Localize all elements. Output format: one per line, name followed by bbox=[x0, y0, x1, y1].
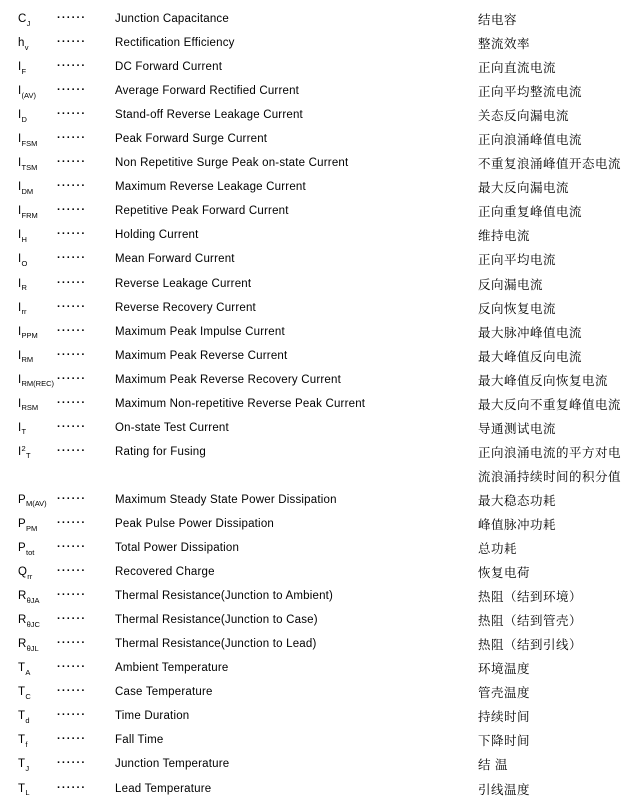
symbol bbox=[18, 373, 54, 389]
symbol bbox=[18, 493, 47, 509]
dots-leader: ······ bbox=[57, 685, 87, 698]
dots-leader: ······ bbox=[57, 492, 87, 505]
english-term: Rectification Efficiency bbox=[115, 37, 235, 50]
chinese-term: 最大峰值反向恢复电流 bbox=[478, 373, 609, 388]
symbol-base: P bbox=[18, 493, 26, 506]
symbol-subscript: H bbox=[21, 234, 27, 244]
glossary-row bbox=[0, 31, 637, 55]
symbol-base: I bbox=[18, 397, 22, 410]
chinese-term: 正向平均整流电流 bbox=[478, 85, 583, 100]
symbol-base: I bbox=[18, 325, 22, 338]
english-term: Repetitive Peak Forward Current bbox=[115, 205, 289, 218]
glossary-row bbox=[0, 777, 637, 801]
symbol bbox=[18, 542, 35, 557]
dots-leader: ······ bbox=[57, 733, 87, 746]
symbol-base: I bbox=[18, 109, 22, 122]
symbol bbox=[18, 229, 27, 244]
symbol bbox=[18, 686, 31, 701]
symbol-subscript: PPM bbox=[21, 331, 38, 341]
symbol-base: I bbox=[18, 421, 22, 434]
symbol bbox=[18, 61, 27, 76]
symbol-subscript: R bbox=[21, 283, 27, 293]
english-term: Reverse Recovery Current bbox=[115, 301, 256, 314]
symbol-subscript: J bbox=[25, 763, 30, 773]
dots-leader: ······ bbox=[57, 781, 87, 794]
symbol-base: P bbox=[18, 518, 26, 530]
glossary-row bbox=[0, 272, 637, 296]
english-term: Thermal Resistance(Junction to Case) bbox=[115, 614, 318, 627]
glossary-row bbox=[0, 416, 637, 440]
english-term: Maximum Peak Reverse Recovery Current bbox=[115, 373, 341, 386]
symbol-base: T bbox=[18, 758, 26, 771]
symbol-base: I bbox=[18, 277, 22, 290]
symbol-base: h bbox=[18, 37, 25, 50]
chinese-term: 总功耗 bbox=[478, 542, 518, 557]
symbol-subscript: J bbox=[26, 18, 31, 28]
symbol-base: I bbox=[18, 133, 22, 146]
dots-leader: ······ bbox=[57, 300, 87, 313]
chinese-term: 正向重复峰值电流 bbox=[478, 205, 583, 220]
chinese-term: 最大稳态功耗 bbox=[478, 493, 557, 508]
symbol-subscript: rr bbox=[27, 571, 33, 581]
chinese-term: 最大脉冲峰值电流 bbox=[478, 325, 583, 340]
dots-leader: ······ bbox=[57, 589, 87, 602]
dots-leader: ······ bbox=[57, 757, 87, 770]
symbol-subscript: rr bbox=[21, 307, 27, 317]
symbol-base: I bbox=[18, 229, 22, 242]
english-term: Total Power Dissipation bbox=[115, 542, 240, 555]
symbol bbox=[18, 662, 31, 677]
glossary-row bbox=[0, 752, 637, 776]
dots-leader: ······ bbox=[57, 637, 87, 650]
english-term: Ambient Temperature bbox=[115, 662, 229, 675]
dots-leader: ······ bbox=[57, 661, 87, 674]
chinese-term: 维持电流 bbox=[478, 229, 531, 244]
english-term: Peak Forward Surge Current bbox=[115, 133, 268, 146]
dots-leader: ······ bbox=[57, 517, 87, 529]
chinese-term: 不重复浪涌峰值开态电流 bbox=[478, 157, 622, 172]
symbol bbox=[18, 85, 36, 100]
english-term: Recovered Charge bbox=[115, 566, 215, 579]
english-term: Stand-off Reverse Leakage Current bbox=[115, 109, 303, 122]
symbol-subscript: f bbox=[25, 739, 28, 749]
glossary-row bbox=[0, 199, 637, 223]
glossary-row bbox=[0, 79, 637, 103]
symbol bbox=[18, 253, 28, 268]
chinese-term: 反向漏电流 bbox=[478, 277, 544, 292]
symbol-subscript: RM(REC) bbox=[21, 379, 54, 389]
symbol-base: I bbox=[18, 205, 22, 218]
glossary-row bbox=[0, 127, 637, 151]
english-term: Case Temperature bbox=[115, 686, 213, 699]
chinese-term: 热阻（结到引线） bbox=[478, 638, 583, 653]
symbol bbox=[18, 782, 30, 798]
english-term: Maximum Reverse Leakage Current bbox=[115, 181, 306, 194]
english-term: Maximum Non-repetitive Reverse Peak Current bbox=[115, 397, 366, 410]
english-term: Peak Pulse Power Dissipation bbox=[115, 518, 275, 530]
glossary-row bbox=[0, 247, 637, 271]
chinese-term: 结电容 bbox=[478, 13, 518, 28]
dots-leader: ······ bbox=[57, 252, 87, 265]
symbol-subscript: θJL bbox=[26, 643, 39, 653]
dots-leader: ······ bbox=[57, 36, 87, 49]
glossary-row bbox=[0, 632, 637, 656]
glossary-row bbox=[0, 392, 637, 416]
chinese-term: 热阻（结到环境） bbox=[478, 590, 583, 605]
symbol bbox=[18, 638, 39, 653]
english-term: Rating for Fusing bbox=[115, 445, 206, 458]
symbol bbox=[18, 397, 39, 413]
symbol-subscript: O bbox=[21, 258, 28, 268]
symbol bbox=[18, 37, 29, 52]
chinese-term: 环境温度 bbox=[478, 662, 531, 677]
glossary-row bbox=[0, 464, 637, 488]
symbol-subscript: PM bbox=[25, 523, 38, 533]
glossary-row bbox=[0, 296, 637, 320]
dots-leader: ······ bbox=[57, 565, 87, 578]
symbol-base: Q bbox=[18, 566, 28, 579]
english-term: Maximum Peak Impulse Current bbox=[115, 325, 285, 338]
chinese-term: 正向直流电流 bbox=[478, 61, 557, 76]
symbol bbox=[18, 443, 31, 461]
symbol bbox=[18, 181, 34, 196]
chinese-term: 结 温 bbox=[478, 758, 508, 773]
symbol-base: T bbox=[18, 686, 26, 699]
chinese-term: 下降时间 bbox=[478, 734, 531, 749]
glossary-row bbox=[0, 368, 637, 392]
chinese-term: 引线温度 bbox=[478, 782, 531, 797]
english-term: Time Duration bbox=[115, 710, 190, 723]
glossary-row bbox=[0, 488, 637, 512]
english-term: Junction Capacitance bbox=[115, 13, 229, 26]
symbol-base: I bbox=[18, 349, 22, 362]
glossary-row bbox=[0, 728, 637, 752]
glossary-row bbox=[0, 175, 637, 199]
chinese-term: 正向浪涌电流的平方对电 bbox=[478, 445, 622, 460]
english-term: Average Forward Rectified Current bbox=[115, 85, 300, 98]
english-term: Thermal Resistance(Junction to Ambient) bbox=[115, 590, 334, 603]
dots-leader: ······ bbox=[57, 228, 87, 241]
glossary-row bbox=[0, 704, 637, 728]
symbol-subscript: D bbox=[21, 114, 27, 124]
symbol-subscript: RSM bbox=[21, 403, 39, 413]
symbol-base: I bbox=[18, 157, 22, 170]
chinese-term: 反向恢复电流 bbox=[478, 301, 557, 316]
symbol bbox=[18, 758, 30, 773]
dots-leader: ······ bbox=[57, 84, 87, 97]
english-term: On-state Test Current bbox=[115, 421, 229, 434]
dots-leader: ······ bbox=[57, 613, 87, 626]
dots-leader: ······ bbox=[57, 180, 87, 193]
dots-leader: ······ bbox=[57, 709, 87, 722]
chinese-term: 管壳温度 bbox=[478, 686, 531, 701]
chinese-term: 流浪涌持续时间的积分值 bbox=[478, 469, 622, 484]
glossary-row bbox=[0, 560, 637, 584]
symbol-subscript: (AV) bbox=[21, 90, 36, 100]
glossary-row bbox=[0, 512, 637, 536]
symbol bbox=[18, 421, 27, 437]
english-term: Lead Temperature bbox=[115, 782, 212, 795]
chinese-term: 最大峰值反向电流 bbox=[478, 349, 583, 364]
symbol-base: R bbox=[18, 638, 27, 651]
symbol bbox=[18, 614, 40, 629]
symbol-base: I bbox=[18, 301, 22, 314]
glossary-row bbox=[0, 536, 637, 560]
dots-leader: ······ bbox=[57, 420, 87, 433]
dots-leader: ······ bbox=[57, 132, 87, 145]
symbol-subscript: T bbox=[25, 451, 31, 461]
symbol-subscript: T bbox=[21, 427, 27, 437]
chinese-term: 关态反向漏电流 bbox=[478, 109, 570, 124]
symbol-base: T bbox=[18, 782, 26, 795]
chinese-term: 恢复电荷 bbox=[478, 566, 531, 581]
glossary-row bbox=[0, 55, 637, 79]
symbol-subscript: FRM bbox=[21, 210, 38, 220]
chinese-term: 持续时间 bbox=[478, 710, 531, 725]
symbol-subscript: tot bbox=[25, 547, 35, 557]
glossary-row bbox=[0, 608, 637, 632]
chinese-term: 整流效率 bbox=[478, 37, 531, 52]
dots-leader: ······ bbox=[57, 348, 87, 361]
symbol-subscript: TSM bbox=[21, 162, 38, 172]
symbol-subscript: L bbox=[25, 788, 30, 798]
symbol-subscript: d bbox=[25, 715, 30, 725]
symbol-subscript: C bbox=[25, 691, 31, 701]
symbol-base: I bbox=[18, 253, 22, 266]
glossary-row bbox=[0, 440, 637, 464]
symbol-base: C bbox=[18, 13, 27, 26]
dots-leader: ······ bbox=[57, 396, 87, 409]
symbol bbox=[18, 734, 28, 749]
symbol-base: I bbox=[18, 61, 22, 74]
symbol-base: T bbox=[18, 734, 26, 747]
glossary-row bbox=[0, 223, 637, 247]
glossary-row bbox=[0, 656, 637, 680]
symbol-base: I bbox=[18, 85, 22, 98]
english-term: Reverse Leakage Current bbox=[115, 277, 252, 290]
english-term: Fall Time bbox=[115, 734, 164, 747]
dots-leader: ······ bbox=[57, 444, 87, 457]
english-term: DC Forward Current bbox=[115, 61, 223, 74]
english-term: Non Repetitive Surge Peak on-state Current bbox=[115, 157, 349, 170]
dots-leader: ······ bbox=[57, 156, 87, 169]
symbol-subscript: RM bbox=[21, 355, 34, 365]
symbol-subscript: FSM bbox=[21, 138, 38, 148]
english-term: Maximum Steady State Power Dissipation bbox=[115, 493, 337, 506]
dots-leader: ······ bbox=[57, 276, 87, 289]
symbol-superscript: 2 bbox=[21, 443, 26, 453]
symbol-base: R bbox=[18, 614, 27, 627]
symbol-base: I bbox=[18, 181, 22, 194]
symbol bbox=[18, 349, 34, 365]
symbol bbox=[18, 518, 38, 533]
symbol-base: I bbox=[18, 373, 22, 386]
chinese-term: 峰值脉冲功耗 bbox=[478, 518, 557, 532]
dots-leader: ······ bbox=[57, 12, 87, 25]
dots-leader: ······ bbox=[57, 204, 87, 217]
english-term: Junction Temperature bbox=[115, 758, 230, 771]
glossary-row bbox=[0, 7, 637, 31]
glossary-row bbox=[0, 344, 637, 368]
symbol bbox=[18, 710, 30, 725]
chinese-term: 正向平均电流 bbox=[478, 253, 557, 268]
glossary-row bbox=[0, 584, 637, 608]
dots-leader: ······ bbox=[57, 60, 87, 73]
symbol bbox=[18, 566, 33, 581]
dots-leader: ······ bbox=[57, 324, 87, 337]
symbol-base: P bbox=[18, 542, 26, 555]
symbol bbox=[18, 109, 27, 124]
symbol bbox=[18, 325, 38, 341]
english-term: Holding Current bbox=[115, 229, 199, 242]
symbol bbox=[18, 277, 27, 293]
english-term: Mean Forward Current bbox=[115, 253, 235, 266]
chinese-term: 导通测试电流 bbox=[478, 421, 557, 436]
symbol bbox=[18, 205, 38, 220]
symbol-subscript: M(AV) bbox=[25, 499, 47, 509]
symbol-subscript: F bbox=[21, 66, 27, 76]
dots-leader: ······ bbox=[57, 541, 87, 554]
symbol-base: T bbox=[18, 710, 26, 723]
symbol-subscript: DM bbox=[21, 186, 34, 196]
chinese-term: 正向浪涌峰值电流 bbox=[478, 133, 583, 148]
glossary-row bbox=[0, 320, 637, 344]
symbol-base: T bbox=[18, 662, 26, 675]
symbol bbox=[18, 301, 27, 317]
glossary-row bbox=[0, 103, 637, 127]
symbol-base: I bbox=[18, 445, 22, 458]
chinese-term: 最大反向不重复峰值电流 bbox=[478, 397, 622, 412]
symbol-base: R bbox=[18, 590, 27, 603]
dots-leader: ······ bbox=[57, 108, 87, 121]
symbol-subscript: A bbox=[25, 667, 31, 677]
symbol bbox=[18, 590, 40, 605]
dots-leader: ······ bbox=[57, 372, 87, 385]
chinese-term: 最大反向漏电流 bbox=[478, 181, 570, 196]
english-term: Maximum Peak Reverse Current bbox=[115, 349, 288, 362]
symbol-subscript: θJA bbox=[26, 595, 40, 605]
symbol bbox=[18, 133, 38, 148]
glossary-row bbox=[0, 151, 637, 175]
symbol-subscript: θJC bbox=[26, 619, 40, 629]
english-term: Thermal Resistance(Junction to Lead) bbox=[115, 638, 317, 651]
symbol bbox=[18, 13, 31, 28]
glossary-row bbox=[0, 680, 637, 704]
chinese-term: 热阻（结到管壳） bbox=[478, 614, 583, 629]
symbol bbox=[18, 157, 38, 172]
symbol-subscript: v bbox=[24, 42, 29, 52]
